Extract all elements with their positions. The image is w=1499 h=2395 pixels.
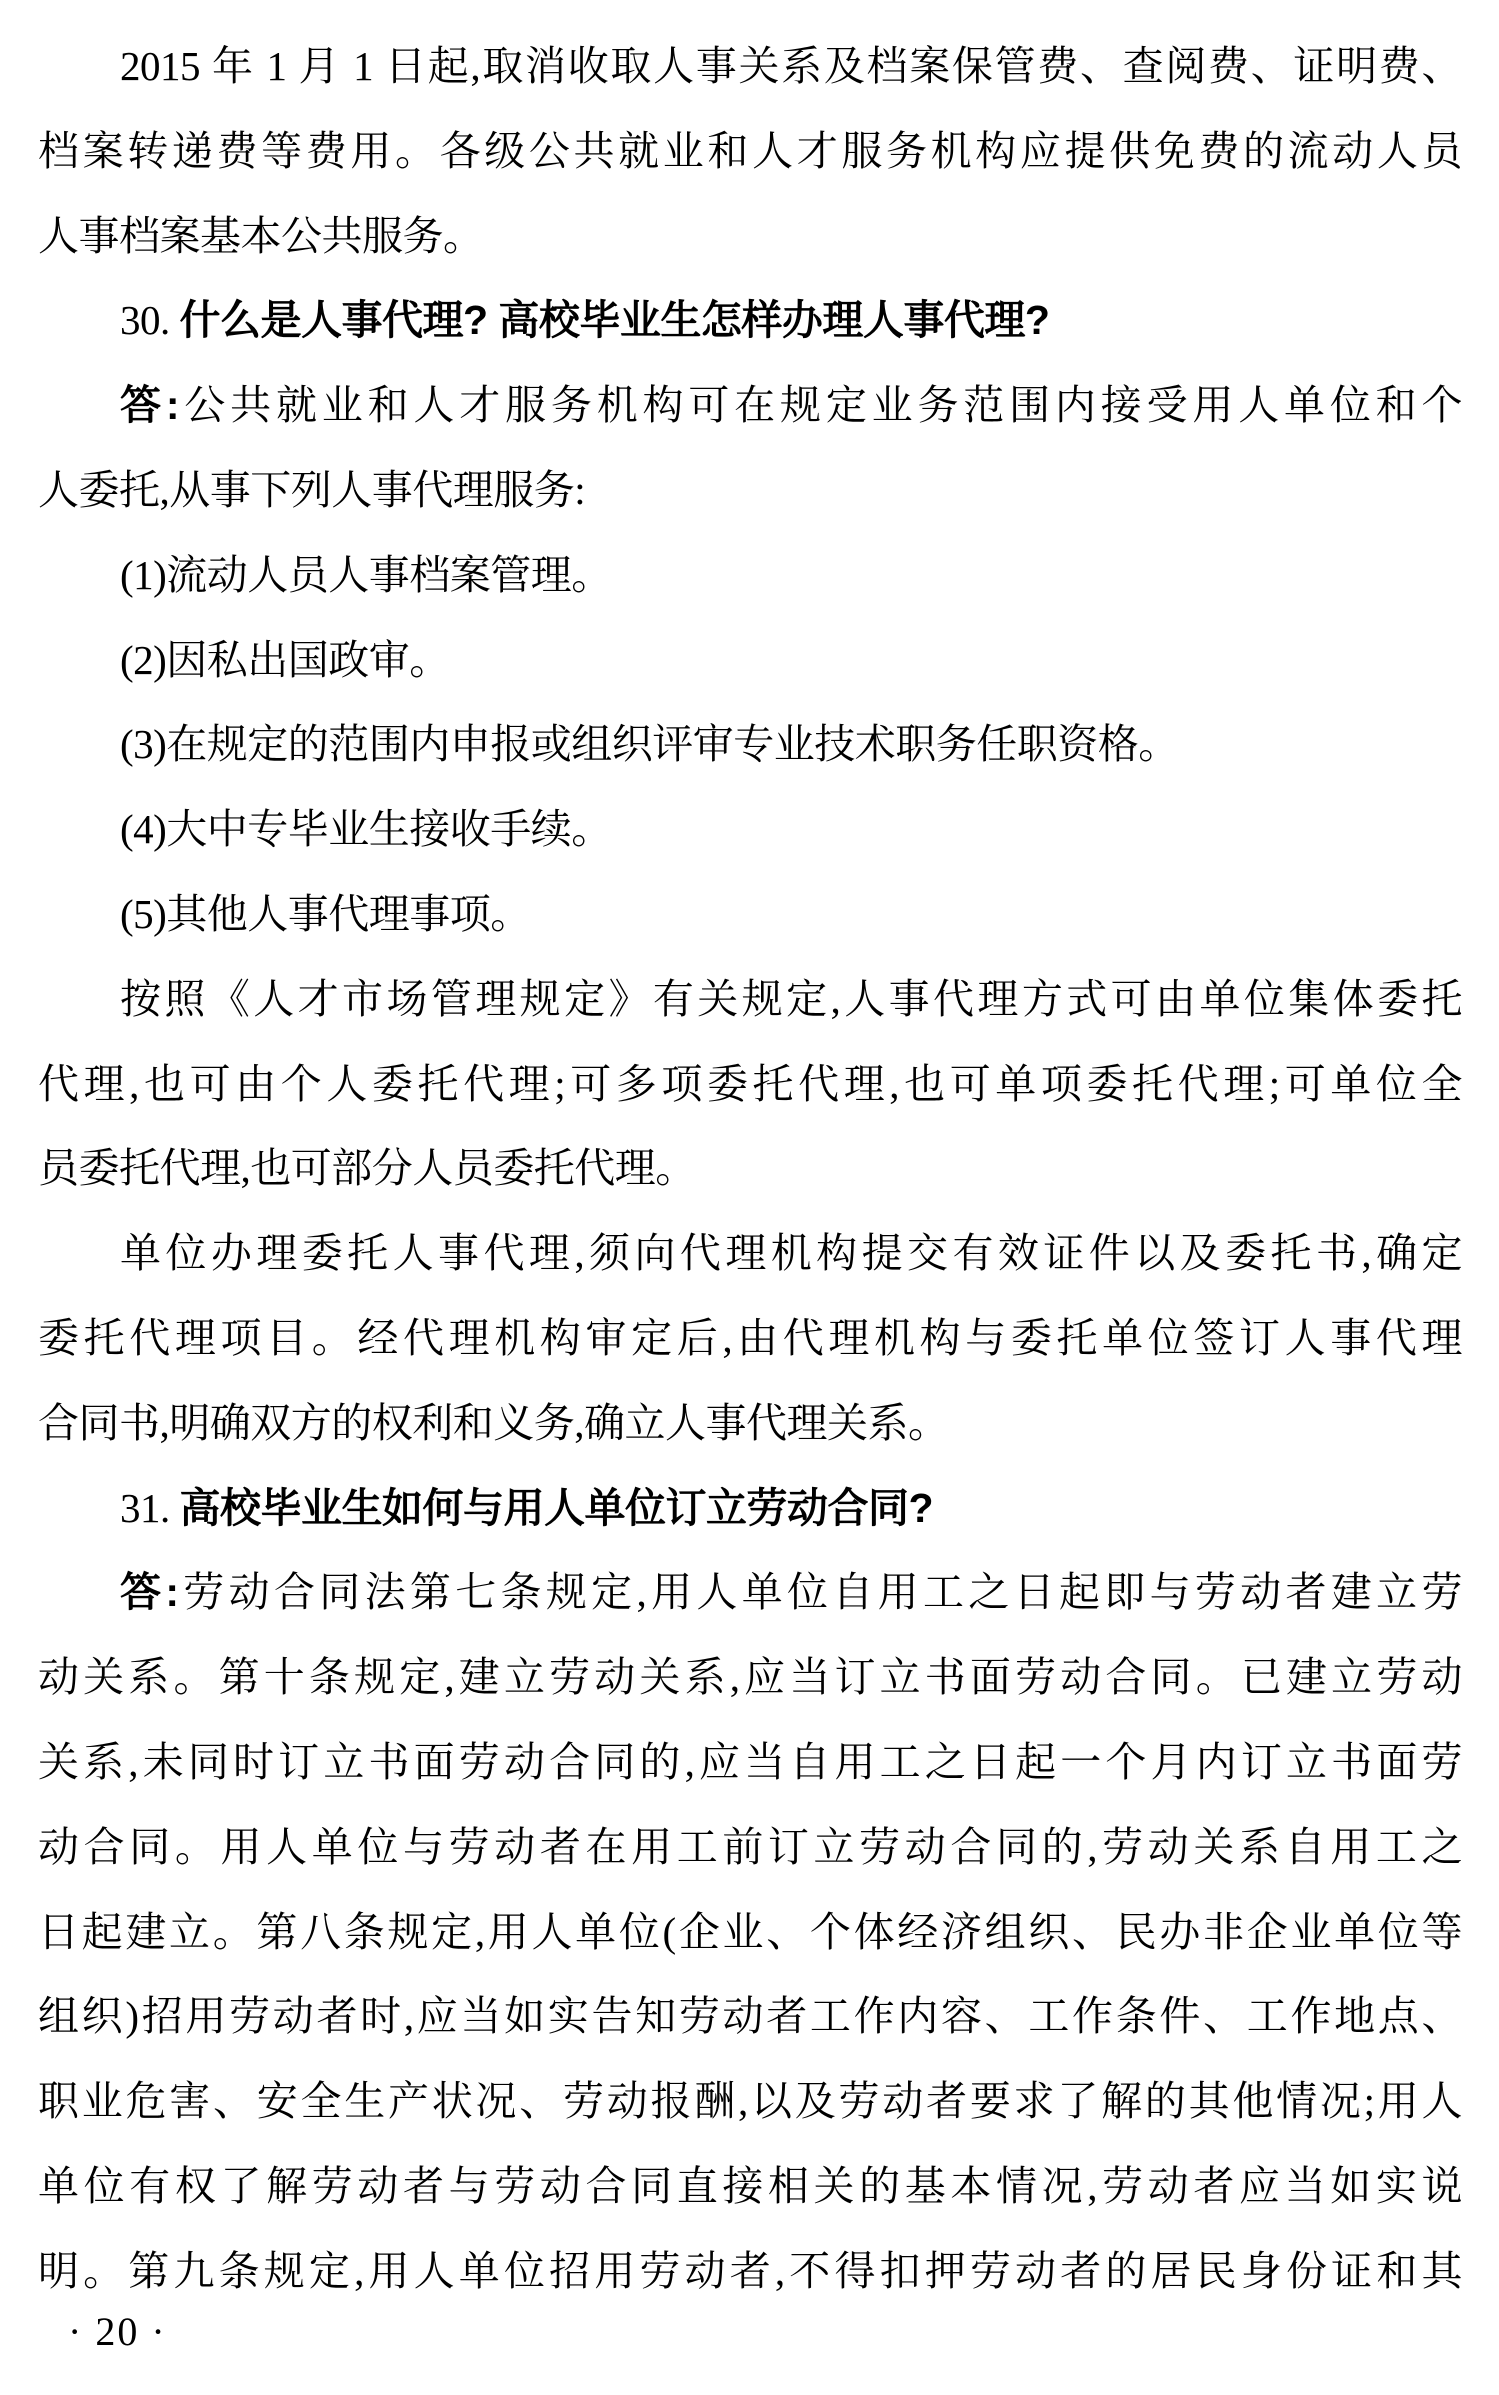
text-segment: 2015 年 1 月 1 日起,取消收取人事关系及档案保管费、查阅费、证明费、	[120, 43, 1462, 89]
text-segment: 单位有权了解劳动者与劳动合同直接相关的基本情况,劳动者应当如实说	[38, 2162, 1462, 2209]
text-line	[38, 957, 1462, 1042]
text-line	[38, 1042, 1462, 1127]
text-segment: 组织)招用劳动者时,应当如实告知劳动者工作内容、工作条件、工作地点、	[38, 1993, 1462, 2040]
text-line	[38, 1720, 1462, 1805]
text-line	[38, 109, 1462, 194]
text-segment: 职业危害、安全生产状况、劳动报酬,以及劳动者要求了解的其他情况;用人	[38, 2078, 1462, 2125]
text-line	[38, 1126, 1462, 1211]
text-segment: 人委托,从事下列人事代理服务:	[38, 466, 586, 513]
text-line	[38, 1805, 1462, 1890]
text-segment: (1)流动人员人事档案管理。	[120, 551, 612, 598]
text-line	[38, 2144, 1462, 2229]
text-line	[38, 1296, 1462, 1381]
text-line	[38, 363, 1462, 448]
text-line	[38, 1466, 1462, 1551]
text-line	[38, 448, 1462, 533]
text-segment: 高校毕业生如何与用人单位订立劳动合同?	[179, 1484, 934, 1531]
text-line	[38, 24, 1462, 109]
text-segment: (4)大中专毕业生接收手续。	[120, 806, 612, 853]
text-line	[38, 1550, 1462, 1635]
text-segment: 关系,未同时订立书面劳动合同的,应当自用工之日起一个月内订立书面劳	[38, 1738, 1462, 1785]
text-segment: 动合同。用人单位与劳动者在用工前订立劳动合同的,劳动关系自用工之	[38, 1823, 1462, 1870]
text-segment: (2)因私出国政审。	[120, 636, 450, 683]
page-number: · 20 ·	[68, 2309, 167, 2354]
text-line	[38, 872, 1462, 957]
text-segment: 合同书,明确双方的权利和义务,确立人事代理关系。	[38, 1399, 949, 1446]
text-segment: 答:	[120, 382, 179, 429]
document-body	[38, 24, 1462, 2314]
text-segment: (5)其他人事代理事项。	[120, 890, 531, 937]
text-line	[38, 787, 1462, 872]
text-line	[38, 278, 1462, 363]
text-line	[38, 1974, 1462, 2059]
text-segment: 31.	[120, 1484, 180, 1531]
text-segment: 人事档案基本公共服务。	[38, 212, 484, 259]
text-segment: 公共就业和人才服务机构可在规定业务范围内接受用人单位和个	[178, 382, 1462, 429]
text-segment: 劳动合同法第七条规定,用人单位自用工之日起即与劳动者建立劳	[178, 1569, 1462, 1616]
text-line	[38, 1635, 1462, 1720]
text-segment: 30.	[120, 297, 180, 344]
text-line	[38, 1211, 1462, 1296]
text-segment: 什么是人事代理? 高校毕业生怎样办理人事代理?	[179, 297, 1050, 344]
text-segment: 档案转递费等费用。各级公共就业和人才服务机构应提供免费的流动人员	[38, 127, 1462, 174]
text-segment: 明。第九条规定,用人单位招用劳动者,不得扣押劳动者的居民身份证和其	[38, 2247, 1462, 2294]
text-line	[38, 2059, 1462, 2144]
text-line	[38, 702, 1462, 787]
text-segment: 员委托代理,也可部分人员委托代理。	[38, 1145, 696, 1192]
text-line	[38, 1381, 1462, 1466]
text-segment: 委托代理项目。经代理机构审定后,由代理机构与委托单位签订人事代理	[38, 1314, 1462, 1361]
text-line	[38, 618, 1462, 703]
text-segment: 代理,也可由个人委托代理;可多项委托代理,也可单项委托代理;可单位全	[38, 1060, 1462, 1107]
text-line	[38, 2229, 1462, 2314]
text-segment: 单位办理委托人事代理,须向代理机构提交有效证件以及委托书,确定	[120, 1230, 1462, 1277]
text-segment: 日起建立。第八条规定,用人单位(企业、个体经济组织、民办非企业单位等	[38, 1908, 1462, 1955]
text-line	[38, 1890, 1462, 1975]
text-line	[38, 533, 1462, 618]
text-line	[38, 194, 1462, 279]
text-segment: 按照《人才市场管理规定》有关规定,人事代理方式可由单位集体委托	[120, 975, 1462, 1022]
text-segment: 动关系。第十条规定,建立劳动关系,应当订立书面劳动合同。已建立劳动	[38, 1654, 1462, 1701]
text-segment: (3)在规定的范围内申报或组织评审专业技术职务任职资格。	[120, 721, 1179, 768]
text-segment: 答:	[120, 1569, 179, 1616]
